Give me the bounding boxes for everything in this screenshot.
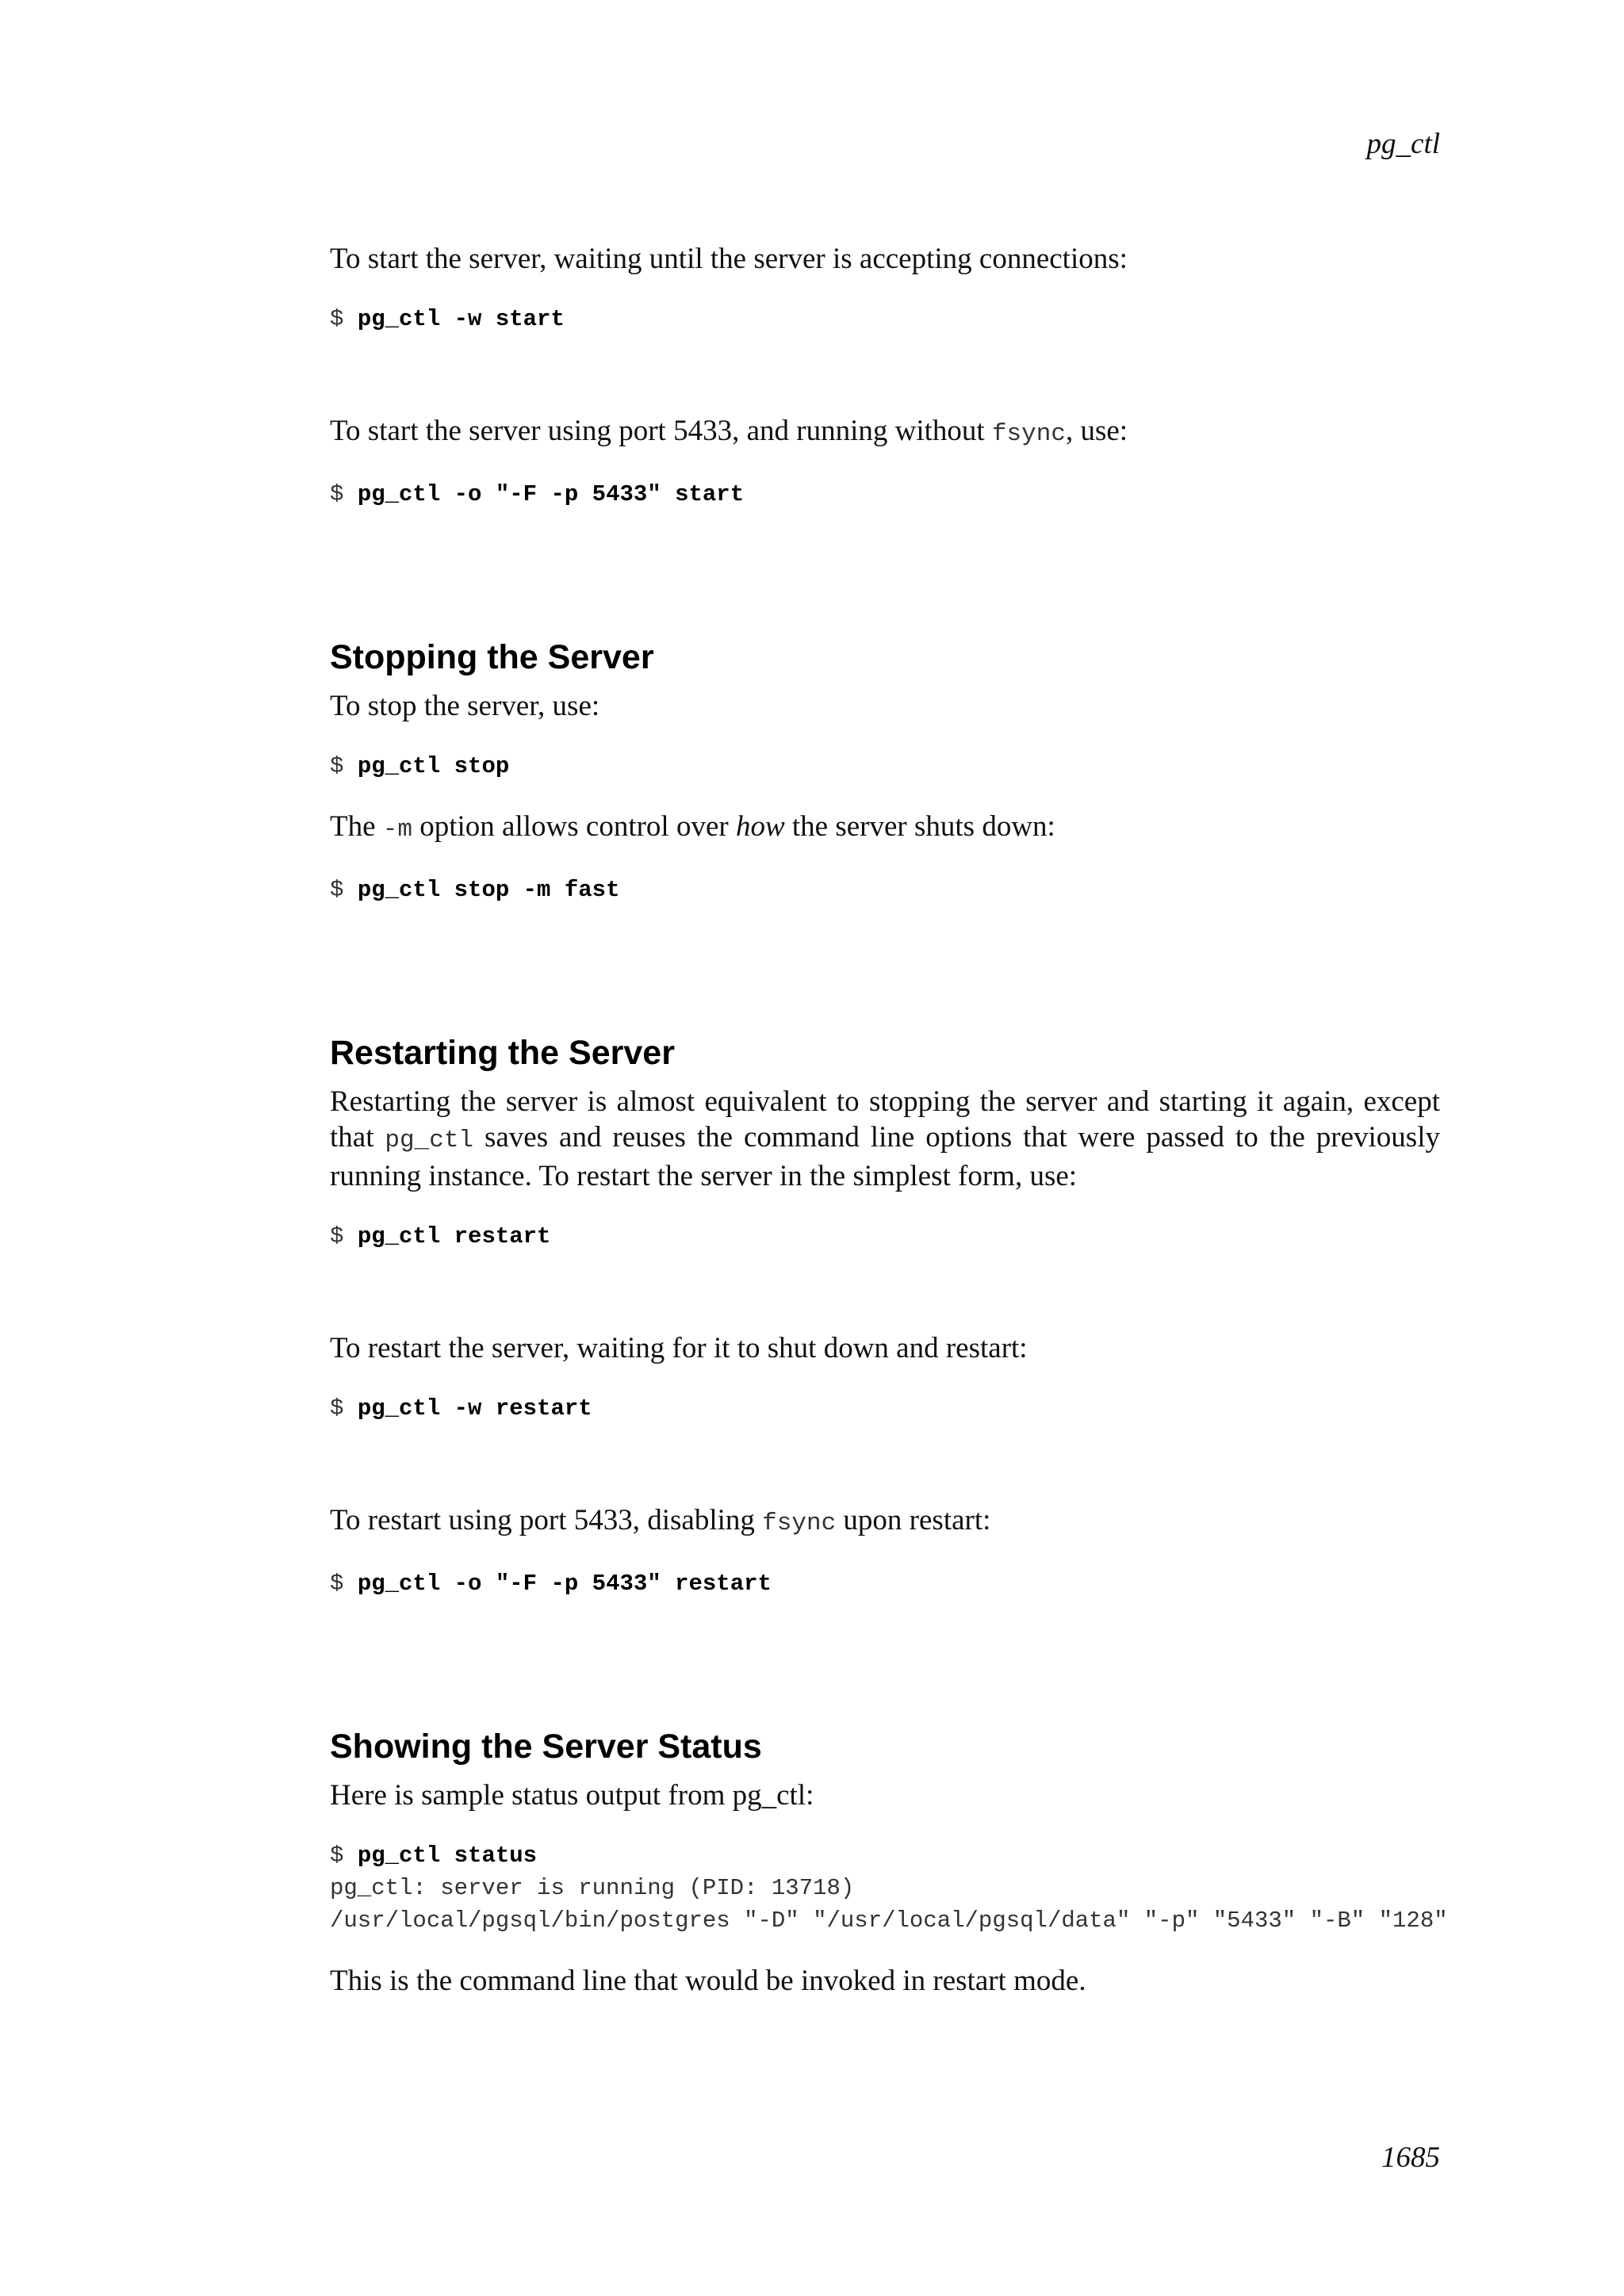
command-text: pg_ctl status	[357, 1843, 538, 1869]
text-run: upon restart:	[836, 1504, 991, 1536]
text-run: option allows control over	[412, 810, 736, 843]
restart-intro-paragraph	[330, 1084, 1440, 1194]
command-text: pg_ctl -o "-F -p 5433" restart	[357, 1571, 772, 1597]
status-output-block	[330, 1839, 1448, 1937]
command-text: pg_ctl -w start	[357, 306, 565, 332]
stop-paragraph: To stop the server, use:	[330, 690, 600, 722]
text-run: saves and reuses the command line options that were passed to the previously running instance. To restart the server in the simplest form, use:	[330, 1121, 1440, 1192]
shell-prompt: $	[330, 877, 358, 903]
text-run: , use:	[1065, 415, 1128, 447]
start-wait-command	[330, 303, 1440, 335]
command-text: pg_ctl -o "-F -p 5433" start	[357, 481, 745, 507]
page-number: 1685	[1381, 2141, 1440, 2174]
command-text: pg_ctl restart	[357, 1223, 551, 1249]
running-header: pg_ctl	[1366, 128, 1440, 160]
emphasis: how	[735, 810, 785, 843]
status-intro-paragraph: Here is sample status output from pg_ctl:	[330, 1779, 814, 1812]
shell-prompt: $	[330, 481, 358, 507]
text-run: To restart using port 5433, disabling	[330, 1504, 763, 1536]
command-text: pg_ctl stop -m fast	[357, 877, 620, 903]
restart-port-paragraph	[330, 1502, 1440, 1541]
stop-mode-paragraph	[330, 809, 1440, 848]
inline-code: -m	[382, 816, 412, 844]
section-heading-stopping: Stopping the Server	[330, 638, 654, 676]
shell-prompt: $	[330, 1843, 358, 1869]
output-line: pg_ctl: server is running (PID: 13718)	[330, 1875, 855, 1901]
text-run: Restarting the server is almost equivalent to stopping the server and starting it again, except that	[330, 1085, 1440, 1154]
restart-wait-paragraph: To restart the server, waiting for it to shut down and restart:	[330, 1332, 1028, 1364]
stop-fast-command	[330, 874, 1440, 906]
restart-wait-command	[330, 1392, 1440, 1425]
inline-code: pg_ctl	[385, 1127, 474, 1154]
shell-prompt: $	[330, 1223, 358, 1249]
shell-prompt: $	[330, 753, 358, 779]
section-heading-restarting: Restarting the Server	[330, 1034, 675, 1072]
output-line: /usr/local/pgsql/bin/postgres "-D" "/usr/local/pgsql/data" "-p" "5433" "-B" "128"	[330, 1908, 1448, 1934]
restart-port-command	[330, 1567, 1440, 1600]
command-text: pg_ctl -w restart	[357, 1395, 592, 1422]
text-run: The	[330, 810, 383, 843]
section-heading-status: Showing the Server Status	[330, 1728, 762, 1766]
page-content	[330, 241, 1448, 1999]
start-wait-paragraph: To start the server, waiting until the server is accepting connections:	[330, 243, 1128, 275]
inline-code: fsync	[991, 420, 1066, 448]
inline-code: fsync	[762, 1510, 837, 1537]
text-run: To start the server using port 5433, and running without	[330, 415, 992, 447]
shell-prompt: $	[330, 1571, 358, 1597]
shell-prompt: $	[330, 306, 358, 332]
stop-command	[330, 750, 1440, 783]
text-run: the server shuts down:	[784, 810, 1055, 843]
start-port-paragraph	[330, 413, 1440, 452]
status-closing-paragraph: This is the command line that would be invoked in restart mode.	[330, 1965, 1086, 1997]
start-port-command	[330, 478, 1440, 511]
restart-command	[330, 1220, 1440, 1253]
shell-prompt: $	[330, 1395, 358, 1422]
command-text: pg_ctl stop	[357, 753, 510, 779]
